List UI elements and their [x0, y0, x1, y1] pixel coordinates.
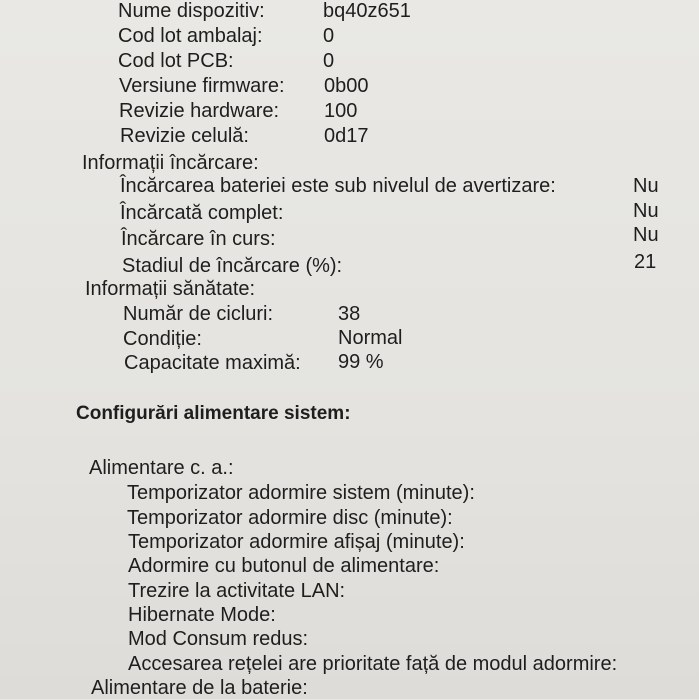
pcb-lot-value: 0	[323, 50, 335, 72]
below-warning-label: Încărcarea bateriei este sub nivelul de avertizare:	[120, 175, 556, 197]
battery-power-heading: Alimentare de la baterie:	[91, 677, 308, 699]
below-warning-value: Nu	[633, 175, 659, 197]
hardware-value: 100	[324, 100, 358, 122]
device-name-value: bq40z651	[323, 0, 411, 22]
cell-revision-value: 0d17	[324, 125, 369, 147]
hibernate-label: Hibernate Mode:	[128, 604, 276, 626]
disk-sleep-label: Temporizator adormire disc (minute):	[127, 507, 453, 529]
fully-charged-label: Încărcată complet:	[120, 202, 284, 224]
condition-value: Normal	[338, 327, 403, 349]
display-sleep-label: Temporizator adormire afișaj (minute):	[128, 531, 465, 553]
device-name-label: Nume dispozitiv:	[118, 0, 265, 22]
cycle-count-value: 38	[338, 303, 361, 325]
cycle-count-label: Număr de cicluri:	[123, 303, 274, 325]
power-settings-heading: Configurări alimentare sistem:	[76, 403, 351, 424]
state-of-charge-label: Stadiul de încărcare (%):	[122, 255, 343, 277]
system-sleep-label: Temporizator adormire sistem (minute):	[127, 482, 475, 504]
pack-lot-label: Cod lot ambalaj:	[118, 25, 263, 47]
low-power-label: Mod Consum redus:	[128, 628, 309, 650]
charging-value: Nu	[633, 224, 659, 246]
state-of-charge-value: 21	[634, 251, 657, 273]
network-priority-label: Accesarea rețelei are prioritate față de modul adormire:	[128, 653, 618, 675]
firmware-label: Versiune firmware:	[119, 75, 285, 97]
fully-charged-value: Nu	[633, 200, 659, 222]
condition-label: Condiție:	[123, 328, 202, 350]
power-button-sleep-label: Adormire cu butonul de alimentare:	[128, 555, 440, 577]
ac-power-heading: Alimentare c. a.:	[89, 457, 234, 479]
firmware-value: 0b00	[324, 75, 369, 97]
wake-lan-label: Trezire la activitate LAN:	[128, 580, 346, 602]
charge-info-heading: Informații încărcare:	[82, 152, 259, 174]
max-capacity-label: Capacitate maximă:	[124, 352, 301, 374]
health-info-heading: Informații sănătate:	[85, 278, 256, 300]
cell-revision-label: Revizie celulă:	[120, 125, 249, 147]
charging-label: Încărcare în curs:	[121, 228, 276, 250]
pack-lot-value: 0	[323, 25, 335, 47]
max-capacity-value: 99 %	[338, 351, 384, 373]
pcb-lot-label: Cod lot PCB:	[118, 50, 234, 72]
hardware-label: Revizie hardware:	[119, 100, 280, 122]
